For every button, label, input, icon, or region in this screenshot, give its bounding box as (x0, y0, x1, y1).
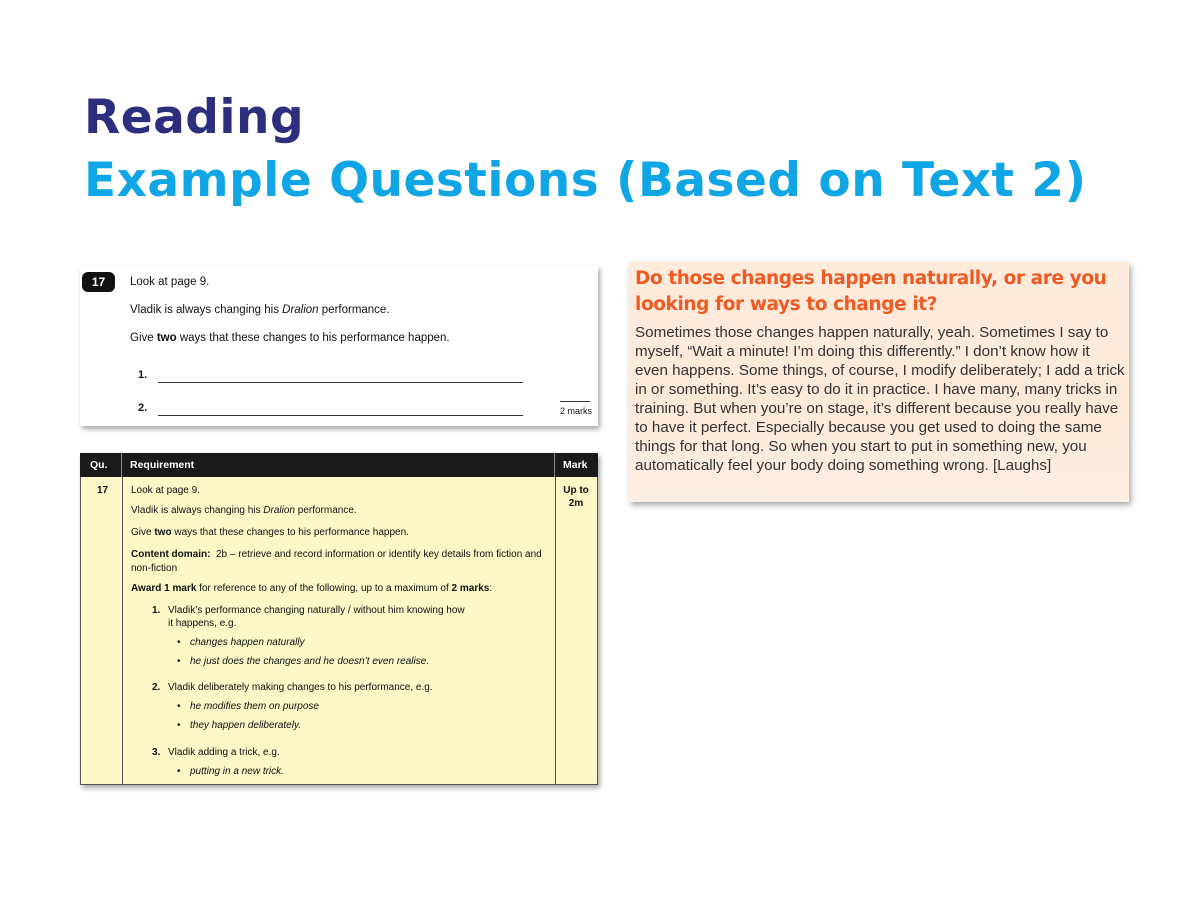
ms-point-3-text: Vladik adding a trick, e.g. (168, 747, 280, 758)
marks-rule (560, 401, 590, 402)
marks-label: 2 marks (559, 406, 592, 416)
mark-scheme-body (80, 477, 598, 785)
interview-excerpt (629, 262, 1129, 502)
question-number-badge: 17 (82, 272, 115, 292)
question-line-1: Look at page 9. (130, 276, 210, 288)
mark-scheme-table (80, 453, 598, 785)
ms-mark-upto: Up to (563, 485, 589, 496)
answer-line-1[interactable]: 1. (138, 369, 523, 383)
ms-point-1-example-2: • he just does the changes and he doesn’t even realise. (190, 655, 429, 669)
ms-point-1-example-1: • changes happen naturally (190, 636, 305, 650)
excerpt-question: Do those changes happen naturally, or are you looking for ways to change it? (635, 268, 1107, 315)
ms-point-1-text: Vladik’s performance changing naturally / without him knowing how (168, 605, 465, 616)
ms-point-1-text-cont: it happens, e.g. (168, 618, 237, 629)
ms-award: Award 1 mark for reference to any of the following, up to a maximum of 2 marks: (131, 583, 493, 594)
header-requirement: Requirement (130, 459, 195, 471)
excerpt-answer: Sometimes those changes happen naturally, yeah. Sometimes I say to myself, “Wait a minute! I’m doing this differently.” I don’t know how it even happens. Some things, of course, I modify deliberately; I add a trick in or something. It’s easy to do it in practice. I have many, many tricks in training. But when you’re on stage, it’s different because you really have to have it perfect. Especially because you get used to doing the same things for that long. So when you start to put in something new, you automatically feel your body doing something wrong. [Laughs] (635, 324, 1125, 474)
ms-point-3-example-1: • putting in a new trick. (190, 765, 284, 779)
slide-subtitle: Example Questions (Based on Text 2) (84, 153, 1087, 208)
ms-point-2-number: 2. (152, 682, 161, 693)
ms-point-2-example-2: • they happen deliberately. (190, 719, 301, 733)
question-card (80, 266, 598, 426)
header-qu: Qu. (90, 459, 108, 471)
question-line-2: Vladik is always changing his Dralion performance. (130, 304, 390, 316)
ms-point-3-number: 3. (152, 747, 161, 758)
answer-line-2[interactable]: 2. (138, 402, 523, 416)
header-mark: Mark (563, 459, 588, 471)
ms-line-3: Give two ways that these changes to his performance happen. (131, 527, 409, 538)
ms-line-2: Vladik is always changing his Dralion performance. (131, 505, 357, 516)
ms-content-domain: Content domain: 2b – retrieve and record information or identify key details from fiction and non-fiction (131, 549, 542, 574)
ms-line-1: Look at page 9. (131, 485, 200, 496)
ms-point-1-number: 1. (152, 605, 161, 616)
ms-point-2-text: Vladik deliberately making changes to his performance, e.g. (168, 682, 433, 693)
ms-qu-number: 17 (97, 485, 109, 496)
question-line-3: Give two ways that these changes to his performance happen. (130, 332, 450, 344)
mark-scheme-header (80, 453, 598, 477)
slide-title: Reading (84, 90, 305, 145)
ms-point-2-example-1: • he modifies them on purpose (190, 700, 319, 714)
ms-mark-value: 2m (568, 498, 584, 509)
